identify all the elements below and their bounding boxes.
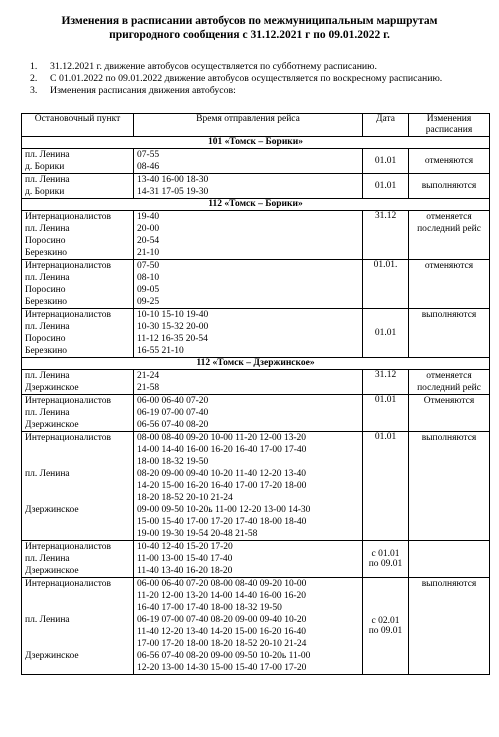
change-cell: выполняются bbox=[409, 578, 490, 675]
date-cell: с 01.01 по 09.01 bbox=[363, 541, 409, 578]
departure-times: 07-55 bbox=[137, 150, 160, 160]
stop-name: Дзержинское bbox=[25, 505, 79, 515]
stop-name: Интернационалистов bbox=[25, 542, 111, 552]
route-title: 112 «Томск – Дзержинское» bbox=[22, 358, 490, 370]
stop-name bbox=[25, 638, 130, 650]
table-row bbox=[22, 370, 490, 395]
stop-name bbox=[25, 528, 130, 540]
stop-name: Березкино bbox=[25, 297, 68, 307]
change-cell: отменяется последний рейс bbox=[409, 211, 490, 260]
stop-name: д. Борики bbox=[25, 162, 65, 172]
table-row bbox=[22, 260, 490, 309]
stop-name: пл. Ленина bbox=[25, 615, 70, 625]
departure-times: 11-00 13-00 15-40 17-40 bbox=[137, 554, 233, 564]
stop-name bbox=[25, 480, 130, 492]
note-text: С 01.01.2022 по 09.01.2022 движение автобусов осуществляется по воскресному расписанию. bbox=[50, 73, 443, 84]
route-header-row bbox=[22, 358, 490, 370]
stop-cell bbox=[22, 370, 134, 395]
stop-name: Дзержинское bbox=[25, 566, 79, 576]
route-title: 101 «Томск – Борики» bbox=[22, 137, 490, 149]
departure-times: 19-00 19-30 19-54 20-48 21-58 bbox=[137, 529, 258, 539]
departure-times: 08-46 bbox=[137, 162, 160, 172]
departure-times: 19-40 bbox=[137, 212, 160, 222]
table-row bbox=[22, 578, 490, 675]
date-cell: 01.01 bbox=[363, 309, 409, 358]
departure-times: 09-25 bbox=[137, 297, 160, 307]
date-cell: с 02.01 по 09.01 bbox=[363, 578, 409, 675]
departure-times: 10-40 12-40 15-20 17-20 bbox=[137, 542, 233, 552]
document-title bbox=[0, 14, 499, 42]
departure-times: 14-31 17-05 19-30 bbox=[137, 187, 209, 197]
stop-name: Интернационалистов bbox=[25, 433, 111, 443]
departure-times: 06-19 07-00 07-40 bbox=[137, 408, 209, 418]
departure-times: 11-20 12-00 13-20 14-00 14-40 16-00 16-20 bbox=[137, 591, 307, 601]
stop-name bbox=[25, 626, 130, 638]
departure-times: 06-56 07-40 08-20 bbox=[137, 420, 209, 430]
departure-times: 21-24 bbox=[137, 371, 160, 381]
departure-times: 09-00 09-50 10-20ь 11-00 12-20 13-00 14-30 bbox=[137, 505, 311, 515]
stop-name bbox=[25, 444, 130, 456]
route-title: 112 «Томск – Борики» bbox=[22, 199, 490, 211]
schedule-table bbox=[21, 113, 490, 675]
note-item bbox=[30, 73, 490, 85]
stop-name bbox=[25, 516, 130, 528]
stop-name: пл. Ленина bbox=[25, 371, 70, 381]
notes-list bbox=[30, 61, 490, 97]
departure-times: 06-19 07-00 07-40 08-20 09-00 09-40 10-20 bbox=[137, 615, 307, 625]
departure-times: 14-00 14-40 16-00 16-20 16-40 17-00 17-40 bbox=[137, 445, 307, 455]
stop-name: пл. Ленина bbox=[25, 175, 70, 185]
stop-cell bbox=[22, 211, 134, 260]
departure-times: 08-10 bbox=[137, 273, 160, 283]
stop-name: Интернационалистов bbox=[25, 579, 111, 589]
date-cell: 01.01 bbox=[363, 174, 409, 199]
departure-times: 15-00 15-40 17-00 17-20 17-40 18-00 18-40 bbox=[137, 517, 307, 527]
change-cell: Отменяются bbox=[409, 395, 490, 432]
header-changes: Изменения расписания bbox=[409, 114, 490, 137]
stop-name bbox=[25, 456, 130, 468]
departure-times: 10-10 15-10 19-40 bbox=[137, 310, 209, 320]
departure-times: 11-12 16-35 20-54 bbox=[137, 334, 208, 344]
stop-name: Дзержинское bbox=[25, 420, 79, 430]
departure-times: 12-20 13-00 14-30 15-00 15-40 17-00 17-20 bbox=[137, 663, 307, 673]
departure-times: 10-30 15-32 20-00 bbox=[137, 322, 209, 332]
stop-name: Поросино bbox=[25, 285, 66, 295]
date-cell: 31.12 bbox=[363, 370, 409, 395]
stop-name: пл. Ленина bbox=[25, 273, 70, 283]
time-cell bbox=[134, 211, 363, 260]
stop-cell bbox=[22, 309, 134, 358]
stop-name: Поросино bbox=[25, 334, 66, 344]
table-row bbox=[22, 149, 490, 174]
note-number: 3. bbox=[30, 85, 38, 96]
departure-times: 14-20 15-00 16-20 16-40 17-00 17-20 18-00 bbox=[137, 481, 307, 491]
date-cell: 01.01 bbox=[363, 395, 409, 432]
departure-times: 06-00 06-40 07-20 08-00 08-40 09-20 10-00 bbox=[137, 579, 307, 589]
departure-times: 08-00 08-40 09-20 10-00 11-20 12-00 13-20 bbox=[137, 433, 307, 443]
header-stop: Остановочный пункт bbox=[22, 114, 134, 137]
stop-name: Интернационалистов bbox=[25, 396, 111, 406]
departure-times: 21-58 bbox=[137, 383, 160, 393]
table-row bbox=[22, 432, 490, 541]
date-cell: 31.12 bbox=[363, 211, 409, 260]
note-number: 1. bbox=[30, 61, 38, 72]
date-cell: 01.01. bbox=[363, 260, 409, 309]
stop-name bbox=[25, 662, 130, 674]
date-cell: 01.01 bbox=[363, 432, 409, 541]
stop-name: пл. Ленина bbox=[25, 322, 70, 332]
stop-name: Дзержинское bbox=[25, 651, 79, 661]
stop-name: д. Борики bbox=[25, 187, 65, 197]
title-line-1: Изменения в расписании автобусов по межмуниципальным маршрутам bbox=[61, 15, 438, 27]
stop-name: Дзержинское bbox=[25, 383, 79, 393]
stop-name: пл. Ленина bbox=[25, 408, 70, 418]
stop-name bbox=[25, 602, 130, 614]
stop-name: пл. Ленина bbox=[25, 150, 70, 160]
change-cell: отменяются bbox=[409, 260, 490, 309]
change-cell: отменяются bbox=[409, 149, 490, 174]
time-cell bbox=[134, 260, 363, 309]
stop-cell bbox=[22, 395, 134, 432]
table-row bbox=[22, 174, 490, 199]
stop-name: пл. Ленина bbox=[25, 554, 70, 564]
title-line-2: пригородного сообщения с 31.12.2021 г по 09.01.2022 г. bbox=[109, 29, 390, 41]
stop-cell bbox=[22, 578, 134, 675]
header-date: Дата bbox=[363, 114, 409, 137]
stop-cell bbox=[22, 432, 134, 541]
time-cell bbox=[134, 309, 363, 358]
departure-times: 17-00 17-20 18-00 18-20 18-52 20-10 21-24 bbox=[137, 639, 307, 649]
table-header-row bbox=[22, 114, 490, 137]
stop-name: Интернационалистов bbox=[25, 310, 111, 320]
departure-times: 07-50 bbox=[137, 261, 160, 271]
time-cell bbox=[134, 395, 363, 432]
stop-cell bbox=[22, 260, 134, 309]
stop-name: Березкино bbox=[25, 346, 68, 356]
stop-name: Интернационалистов bbox=[25, 261, 111, 271]
table-row bbox=[22, 395, 490, 432]
departure-times: 06-56 07-40 08-20 09-00 09-50 10-20ь 11-00 bbox=[137, 651, 311, 661]
time-cell bbox=[134, 578, 363, 675]
note-item bbox=[30, 85, 490, 97]
change-cell: выполняются bbox=[409, 174, 490, 199]
stop-name: Березкино bbox=[25, 248, 68, 258]
change-cell: выполняются bbox=[409, 309, 490, 358]
table-row bbox=[22, 541, 490, 578]
departure-times: 13-40 16-00 18-30 bbox=[137, 175, 209, 185]
departure-times: 09-05 bbox=[137, 285, 160, 295]
departure-times: 20-00 bbox=[137, 224, 160, 234]
route-header-row bbox=[22, 199, 490, 211]
date-cell: 01.01 bbox=[363, 149, 409, 174]
stop-name bbox=[25, 590, 130, 602]
departure-times: 11-40 13-40 16-20 18-20 bbox=[137, 566, 233, 576]
table-row bbox=[22, 309, 490, 358]
stop-name: пл. Ленина bbox=[25, 469, 70, 479]
note-text: Изменения расписания движения автобусов: bbox=[50, 85, 236, 96]
stop-cell bbox=[22, 541, 134, 578]
time-cell bbox=[134, 174, 363, 199]
route-header-row bbox=[22, 137, 490, 149]
header-time: Время отправления рейса bbox=[134, 114, 363, 137]
note-number: 2. bbox=[30, 73, 38, 84]
stop-cell bbox=[22, 149, 134, 174]
departure-times: 18-20 18-52 20-10 21-24 bbox=[137, 493, 233, 503]
stop-name: Поросино bbox=[25, 236, 66, 246]
departure-times: 06-00 06-40 07-20 bbox=[137, 396, 209, 406]
time-cell bbox=[134, 370, 363, 395]
note-item bbox=[30, 61, 490, 73]
departure-times: 21-10 bbox=[137, 248, 160, 258]
stop-name: пл. Ленина bbox=[25, 224, 70, 234]
departure-times: 20-54 bbox=[137, 236, 160, 246]
change-cell bbox=[409, 541, 490, 578]
stop-name: Интернационалистов bbox=[25, 212, 111, 222]
time-cell bbox=[134, 541, 363, 578]
time-cell bbox=[134, 432, 363, 541]
departure-times: 16-55 21-10 bbox=[137, 346, 184, 356]
note-text: 31.12.2021 г. движение автобусов осуществляется по субботнему расписанию. bbox=[50, 61, 377, 72]
table-row bbox=[22, 211, 490, 260]
change-cell: выполняются bbox=[409, 432, 490, 541]
departure-times: 18-00 18-32 19-50 bbox=[137, 457, 209, 467]
time-cell bbox=[134, 149, 363, 174]
stop-cell bbox=[22, 174, 134, 199]
change-cell: отменяется последний рейс bbox=[409, 370, 490, 395]
departure-times: 11-40 12-20 13-40 14-20 15-00 16-20 16-40 bbox=[137, 627, 307, 637]
departure-times: 08-20 09-00 09-40 10-20 11-40 12-20 13-40 bbox=[137, 469, 307, 479]
departure-times: 16-40 17-00 17-40 18-00 18-32 19-50 bbox=[137, 603, 282, 613]
stop-name bbox=[25, 492, 130, 504]
